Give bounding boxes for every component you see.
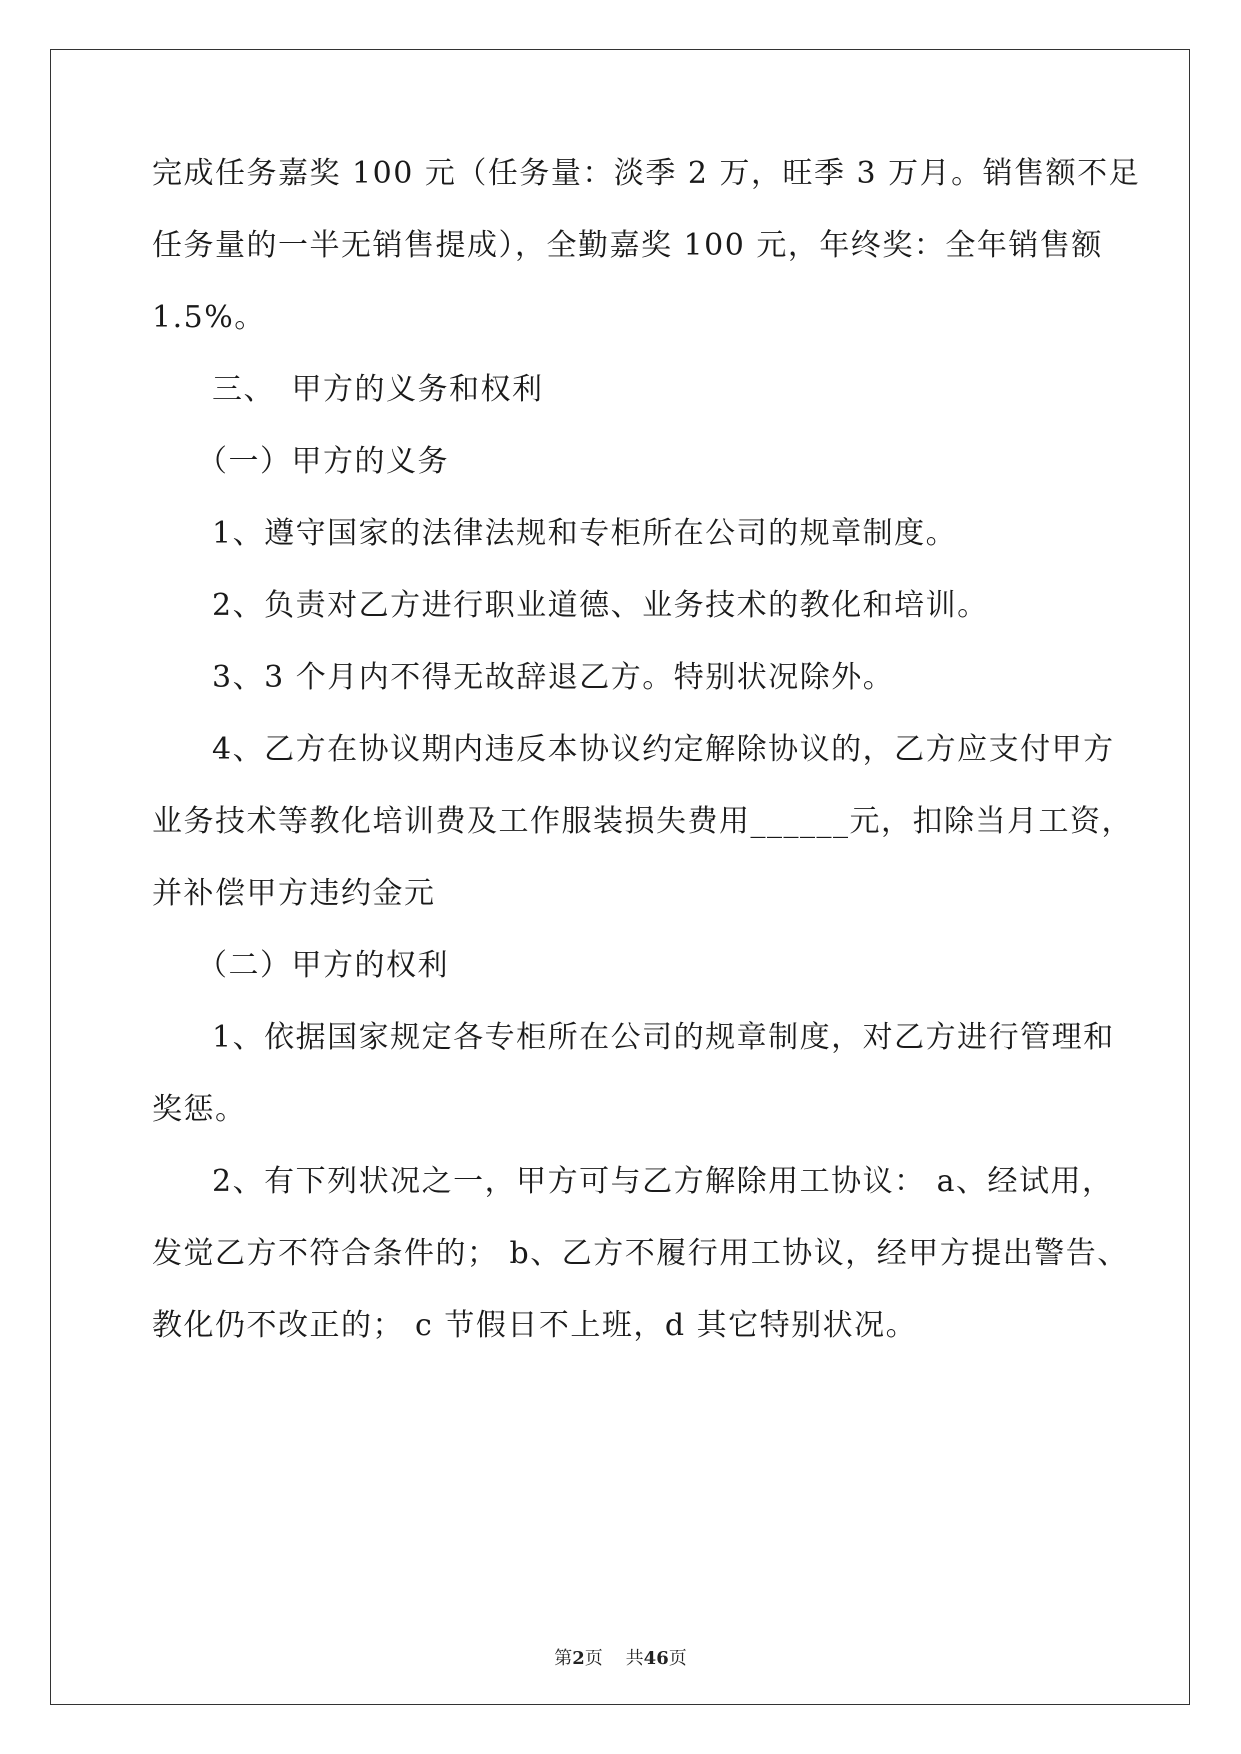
right-item-1-line-1: 1、依据国家规定各专柜所在公司的规章制度，对乙方进行管理和 <box>212 1020 1115 1055</box>
subsection-heading-1: （一）甲方的义务 <box>197 444 449 479</box>
right-item-2-line-2: 发觉乙方不符合条件的； b、乙方不履行用工协议，经甲方提出警告、 <box>152 1236 1129 1271</box>
obligation-item-4-line-3: 并补偿甲方违约金元 <box>152 876 436 911</box>
obligation-item-1: 1、遵守国家的法律法规和专柜所在公司的规章制度。 <box>212 516 958 551</box>
total-pages-number: 46 <box>643 1648 669 1669</box>
footer-page-suffix: 页 <box>584 1648 603 1669</box>
obligation-item-4-line-2: 业务技术等教化培训费及工作服装损失费用______元，扣除当月工资， <box>152 804 1133 839</box>
right-item-2-line-3: 教化仍不改正的； c 节假日不上班，d 其它特别状况。 <box>152 1308 918 1343</box>
obligation-item-2: 2、负责对乙方进行职业道德、业务技术的教化和培训。 <box>212 588 989 623</box>
page-footer <box>0 1647 1241 1671</box>
footer-total-suffix: 页 <box>668 1648 687 1669</box>
obligation-item-3: 3、3 个月内不得无故辞退乙方。特别状况除外。 <box>212 660 895 695</box>
footer-prefix: 第 <box>554 1648 573 1669</box>
right-item-2-line-1: 2、有下列状况之一，甲方可与乙方解除用工协议： a、经试用， <box>212 1164 1114 1199</box>
obligation-item-4-line-1: 4、乙方在协议期内违反本协议约定解除协议的，乙方应支付甲方 <box>212 732 1115 767</box>
subsection-heading-2: （二）甲方的权利 <box>197 948 449 983</box>
footer-total-prefix: 共 <box>625 1648 644 1669</box>
paragraph-line-3: 1.5%。 <box>152 300 266 335</box>
right-item-1-line-2: 奖惩。 <box>152 1092 247 1127</box>
section-heading-3: 三、 甲方的义务和权利 <box>212 372 544 407</box>
paragraph-line-2: 任务量的一半无销售提成），全勤嘉奖 100 元，年终奖：全年销售额 <box>152 228 1103 263</box>
paragraph-line-1: 完成任务嘉奖 100 元（任务量：淡季 2 万，旺季 3 万月。销售额不足 <box>152 156 1141 191</box>
current-page-number: 2 <box>572 1648 585 1669</box>
